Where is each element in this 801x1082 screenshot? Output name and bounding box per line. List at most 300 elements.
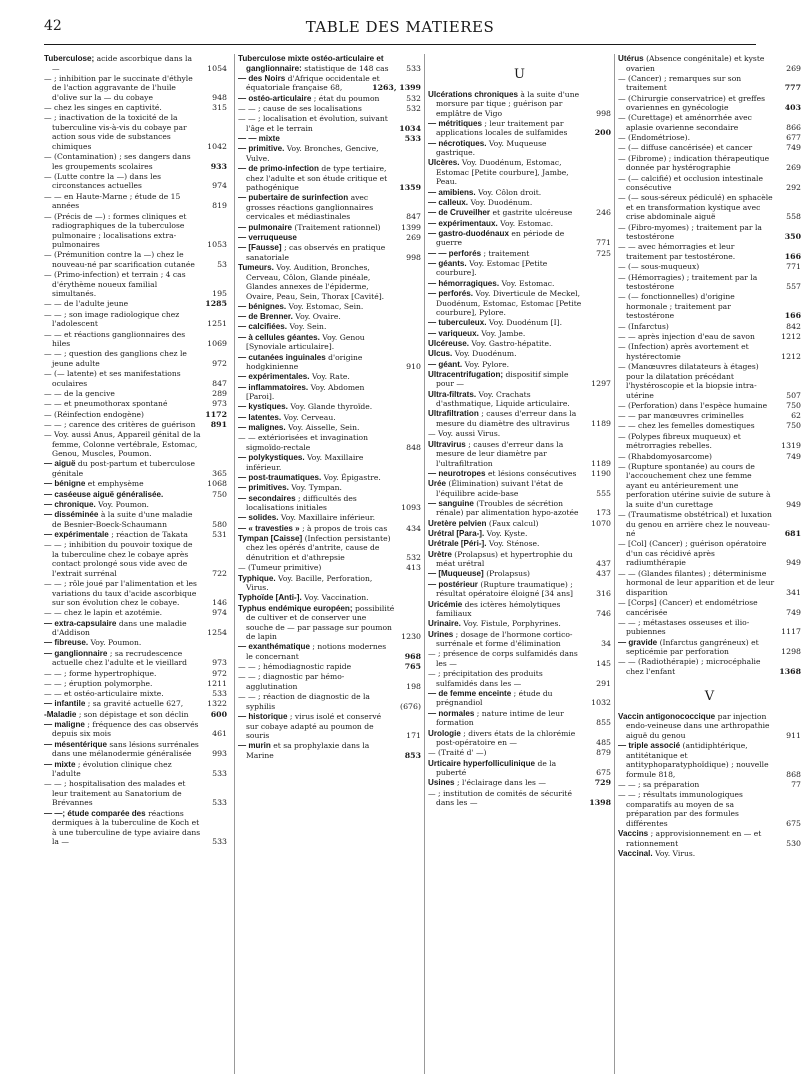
entry-page-number: 1211 <box>207 678 227 688</box>
entry-term: — « travesties » <box>238 523 300 533</box>
entry-term: — chronique. <box>44 499 96 509</box>
entry-text: Voy. Épigastre. <box>323 472 381 482</box>
index-entry <box>238 333 421 352</box>
index-entry <box>618 342 801 361</box>
entry-text: (Traitement rationnel) <box>294 222 381 232</box>
entry-text: — (Rupture spontanée) au cours de l'accouchement chez une femme ayant eu antérieurement une perforation utérine suivie de suture à la suite d'un curettage <box>618 461 771 509</box>
entry-page-number: 868 <box>786 769 801 779</box>
entry-page-number: 269 <box>406 232 421 242</box>
index-entry <box>238 302 421 312</box>
entry-page-number: 365 <box>212 468 227 478</box>
index-column-1 <box>44 54 227 1074</box>
index-entry <box>44 299 227 309</box>
entry-text: — (Lutte contre la —) dans les circonstances actuelles <box>44 171 161 191</box>
entry-page-number: 1263, 1399 <box>372 83 421 93</box>
entry-page-number: 1190 <box>591 468 611 478</box>
entry-text: — ; inactivation de la toxicité de la tuberculine vis-à-vis du cobaye par action sous vide de substances chimiques <box>44 113 187 151</box>
entry-text: — — (Glandes filantes) ; déterminisme hormonal de leur apparition et de leur disparition <box>618 568 775 597</box>
index-entry <box>44 500 227 510</box>
entry-text: ; causes d'erreur dans la mesure du diamètre des ultravirus <box>436 409 577 428</box>
entry-text: Voy. Poumon. <box>90 638 142 648</box>
entry-term: — gravide <box>618 637 658 647</box>
entry-page-number: 722 <box>212 568 227 578</box>
entry-text: à la suite d'une morsure par tique ; guérison par emplâtre de Vigo <box>436 89 580 118</box>
entry-term: Urinaire. <box>428 619 461 629</box>
entry-term: — neurotropes <box>428 468 486 478</box>
entry-text: Voy. Maxillaire inférieur. <box>280 513 376 523</box>
entry-page-number: 246 <box>596 208 611 218</box>
entry-text: — (Précis de —) : formes cliniques et radiographiques de la tuberculose pulmonaire ; localisations extra-pulmonaires <box>44 211 187 250</box>
entry-page-number: 1297 <box>591 379 611 389</box>
entry-page-number: 749 <box>786 143 801 153</box>
entry-page-number: 675 <box>786 818 801 828</box>
entry-text: (Infection persistante) chez les opérés d'antrite, cause de dénutrition et d'athrepsie <box>246 533 391 562</box>
index-entry <box>428 249 611 259</box>
entry-text: ; approvisionnement en — et rationnement <box>626 829 762 848</box>
entry-page-number: 749 <box>786 607 801 617</box>
entry-text: ; son dépistage et son déclin <box>78 709 189 719</box>
entry-text: — — et réactions ganglionnaires des hiles <box>44 329 186 349</box>
index-entry <box>238 402 421 412</box>
entry-page-number: 933 <box>210 161 227 171</box>
index-entry <box>238 574 421 593</box>
entry-term: — mésentérique <box>44 739 107 749</box>
entry-term: — perforés. <box>428 289 473 299</box>
entry-page-number: 746 <box>596 609 611 618</box>
entry-page-number: 1070 <box>591 518 611 528</box>
index-entry <box>618 223 801 242</box>
index-entry <box>238 423 421 433</box>
entry-page-number: 847 <box>212 378 227 388</box>
index-entry <box>618 193 801 222</box>
entry-term: — sanguine <box>428 498 474 508</box>
index-entry <box>44 459 227 478</box>
entry-term: — des Noirs <box>238 73 286 83</box>
index-entry <box>238 692 421 711</box>
entry-text: — — chez les femelles domestiques <box>618 421 755 431</box>
entry-text: — Voy. aussi Virus. <box>428 429 501 439</box>
entry-page-number: 533 <box>212 837 227 847</box>
entry-page-number: 968 <box>404 651 421 661</box>
entry-page-number: 972 <box>212 358 227 368</box>
index-entry <box>428 139 611 158</box>
entry-term: — — mixte <box>238 133 280 143</box>
entry-text: et gastrite ulcéreuse <box>492 208 573 218</box>
entry-page-number: 77 <box>791 780 801 789</box>
entry-page-number: 531 <box>212 529 227 539</box>
index-entry <box>428 469 611 479</box>
entry-text: Voy. Audition, Bronches, Cerveau, Côlon, Glande pinéale, Glandes annexes de l'épiderme, Ovaire, Peau, Sein, Thorax [Cavité]. <box>246 263 385 301</box>
entry-term: — calleux. <box>428 197 469 207</box>
index-entry <box>238 164 421 193</box>
entry-text: Voy. Fistule, Porphyrines. <box>463 619 561 629</box>
entry-term: — normales <box>428 708 475 718</box>
index-entry <box>44 760 227 779</box>
index-entry <box>238 672 421 691</box>
entry-term: — primitive. <box>238 144 285 154</box>
entry-text: à la suite d'une maladie de Besnier-Boeck-Schaumann <box>52 510 193 529</box>
entry-term: Vaccin antigonococcique <box>618 711 716 721</box>
index-entry <box>44 389 227 399</box>
entry-page-number: 777 <box>784 83 801 93</box>
entry-text: — — après injection d'eau de savon <box>618 331 755 341</box>
entry-text: ; dosage de l'hormone cortico-surrénale et forme d'élimination <box>436 629 573 649</box>
entry-page-number: 292 <box>786 183 801 193</box>
entry-page-number: 269 <box>786 63 801 73</box>
entry-page-number: 891 <box>210 419 227 429</box>
index-entry <box>238 193 421 222</box>
index-entry <box>238 243 421 262</box>
index-entry <box>238 524 421 534</box>
index-entry <box>44 740 227 759</box>
entry-page-number: 1189 <box>591 458 611 468</box>
index-column-4 <box>614 54 801 1074</box>
index-entry <box>428 198 611 208</box>
index-entry <box>618 332 801 342</box>
entry-text: (Prolapsus) et hypertrophie du méat urétral <box>436 549 573 569</box>
entry-text: — — ; hémodiagnostic rapide <box>238 662 352 672</box>
entry-text: par injection endo-veineuse dans une arthropathie aiguë du genou <box>626 711 770 740</box>
index-entry <box>428 600 611 619</box>
entry-term: Ultracentrifugation; <box>428 369 504 379</box>
index-entry <box>44 638 227 648</box>
entry-term: — exanthématique <box>238 642 310 652</box>
entry-text: — — chez le lapin et azotémie. <box>44 608 163 618</box>
entry-text: ; divers états de la chlorémie post-opératoire en — <box>436 728 576 748</box>
index-entry <box>428 729 611 748</box>
entry-text: — (Chirurgie conservatrice) et greffes ovariennes en gynécologie <box>618 93 765 113</box>
entry-term: — kystiques. <box>238 402 288 412</box>
entry-text: — ; inhibition par le succinate d'éthyle de l'action aggravante de l'huile d'olive sur la — du cobaye <box>44 73 193 102</box>
entry-text: d'Afrique occidentale et équatoriale française 68, <box>246 73 380 93</box>
index-entry <box>238 513 421 523</box>
index-entry <box>428 360 611 370</box>
entry-text: Voy. Muqueuse gastrique. <box>436 138 547 158</box>
entry-term: — variqueux. <box>428 328 479 338</box>
entry-page-number: 171 <box>406 731 421 741</box>
entry-text: sans lésions surrénales dans une mélanodermie généralisée <box>52 739 199 759</box>
section-letter: V <box>704 689 715 705</box>
entry-text: Voy. Vaccination. <box>304 593 369 603</box>
entry-text: — — (Radiothérapie) ; microcéphalie chez l'enfant <box>618 657 761 676</box>
entry-page-number: 62 <box>791 411 801 421</box>
entry-page-number: 600 <box>210 709 227 719</box>
entry-text: — — ; sa préparation <box>618 780 700 789</box>
index-entry <box>428 119 611 138</box>
entry-text: — (Perforation) dans l'espèce humaine <box>618 400 768 410</box>
entry-text: Voy. Estomac [Petite courbure]. <box>436 258 548 278</box>
index-entry <box>238 104 421 114</box>
entry-page-number: 437 <box>596 569 611 579</box>
entry-page-number: 949 <box>786 558 801 568</box>
entry-text: de type tertiaire, chez l'adulte et son étude critique et pathogénique <box>246 164 388 193</box>
index-entry <box>44 619 227 638</box>
entry-term: Urètre <box>428 549 452 559</box>
index-entry <box>618 242 801 261</box>
entry-text: — (Endométriose). <box>618 133 690 143</box>
entry-page-number: 173 <box>596 508 611 518</box>
entry-text: ; virus isolé et conservé sur cobaye adapté au poumon de souris <box>246 712 382 741</box>
index-entry <box>428 208 611 218</box>
index-entry <box>428 529 611 539</box>
entry-term: — [Muqueuse] <box>428 569 484 579</box>
entry-text: et emphysème <box>87 479 144 489</box>
entry-text: ; évolution clinique chez l'adulte <box>52 759 172 779</box>
entry-term: Typhique. <box>238 573 276 583</box>
index-entry <box>618 174 801 193</box>
entry-term: — de Cruveilher <box>428 208 491 218</box>
index-entry <box>44 310 227 329</box>
entry-text: — (Réinfection endogène) <box>44 409 144 419</box>
entry-term: — malignes. <box>238 423 286 433</box>
entry-text: — (— latente) et ses manifestations oculaires <box>44 369 181 388</box>
entry-page-number: 1053 <box>207 240 227 250</box>
entry-page-number: 1034 <box>399 123 421 133</box>
entry-text: — (Primo-infection) et terrain ; 4 cas d'érythème noueux familial simultanés. <box>44 270 186 299</box>
entry-page-number: 675 <box>596 768 611 778</box>
entry-text: — (Traité d' —) <box>428 748 487 758</box>
entry-text: (Prolapsus) <box>486 569 530 579</box>
entry-page-number: 166 <box>784 311 801 321</box>
entry-term: Ulcères. <box>428 158 460 168</box>
entry-term: — ostéo-articulaire <box>238 93 312 103</box>
index-entry <box>238 534 421 563</box>
entry-page-number: 1032 <box>591 698 611 708</box>
entry-text: — (Fibro-myomes) ; traitement par la testostérone <box>618 222 762 242</box>
index-entry <box>238 312 421 322</box>
entry-text: — — ; localisation et évolution, suivant l'âge et le terrain <box>238 114 388 133</box>
entry-text: ; nature intime de leur formation <box>436 708 564 728</box>
entry-text: — — ; forme hypertrophique. <box>44 668 157 678</box>
index-entry <box>44 490 227 500</box>
index-entry <box>44 113 227 151</box>
index-entry <box>428 339 611 349</box>
entry-page-number: 1230 <box>401 632 421 642</box>
index-entry <box>618 829 801 848</box>
entry-text: Voy. Diverticule de Meckel, Duodénum, Estomac, Estomac [Petite courbure], Pylore. <box>436 289 582 318</box>
entry-text: ; notions modernes le concernant <box>246 642 387 661</box>
entry-text: de la puberté <box>436 758 557 778</box>
page-number: 42 <box>44 18 62 34</box>
index-entry <box>44 410 227 420</box>
entry-page-number: 847 <box>406 212 421 222</box>
index-entry <box>238 741 421 760</box>
entry-text: Voy. Duodénum. <box>454 349 517 359</box>
entry-page-number: 316 <box>596 589 611 599</box>
index-entry <box>618 362 801 400</box>
index-entry <box>44 540 227 578</box>
entry-page-number: 677 <box>786 133 801 143</box>
entry-text: — (Fibrome) ; indication thérapeutique donnée par hystérographie <box>618 153 770 173</box>
entry-term: — disséminée <box>44 510 99 520</box>
entry-page-number: 485 <box>596 738 611 748</box>
index-entry <box>428 550 611 569</box>
entry-page-number: 437 <box>596 559 611 569</box>
index-entry <box>44 420 227 430</box>
index-entry <box>238 604 421 642</box>
entry-page-number: (676) <box>400 701 421 711</box>
index-entry <box>44 172 227 191</box>
index-column-3 <box>424 54 611 1074</box>
entry-page-number: 750 <box>786 400 801 410</box>
index-entry <box>618 421 801 431</box>
index-entry <box>238 94 421 104</box>
entry-page-number: 973 <box>212 399 227 409</box>
entry-text: — Voy. aussi Anus, Appareil génital de la femme, Colonne vertébrale, Estomac, Genou, Muscles, Poumon. <box>44 430 201 459</box>
entry-page-number: 998 <box>596 108 611 118</box>
entry-term: — tuberculeux. <box>428 318 487 328</box>
entry-text: — — en Haute-Marne ; étude de 15 années <box>44 191 181 211</box>
entry-text: Voy. Duodénum, Estomac, Estomac [Petite courbure], Jambe, Peau. <box>436 158 569 187</box>
entry-text: Voy. Rate. <box>311 372 350 382</box>
entry-text: Voy. Bacille, Perforation, Virus. <box>246 573 373 592</box>
entry-text: acide ascorbique dans la — <box>52 54 192 73</box>
entry-page-number: 1069 <box>207 339 227 349</box>
entry-text: — — ; hospitalisation des malades et leur traitement au Sanatorium de Brévannes <box>44 779 186 808</box>
entry-page-number: 341 <box>786 587 801 597</box>
entry-term: — — perforés <box>428 248 482 258</box>
entry-text: Voy. Duodénum [I]. <box>488 318 562 328</box>
entry-page-number: 1212 <box>781 331 801 341</box>
index-entry <box>44 720 227 739</box>
entry-text: Voy. Côlon droit. <box>478 187 542 197</box>
entry-page-number: 434 <box>406 523 421 533</box>
entry-page-number: 530 <box>786 838 801 848</box>
entry-page-number: 507 <box>786 390 801 400</box>
entry-page-number: 1322 <box>207 699 227 709</box>
entry-page-number: 1254 <box>207 628 227 638</box>
entry-page-number: 533 <box>212 798 227 808</box>
entry-term: Ultra-filtrats. <box>428 389 477 399</box>
entry-text: Voy. Estomac. <box>500 218 554 228</box>
entry-page-number: 1212 <box>781 351 801 361</box>
index-entry <box>428 429 611 439</box>
index-entry <box>428 409 611 428</box>
index-entry <box>618 638 801 657</box>
entry-text: — (Infection) après avortement et hystérectomie <box>618 342 749 361</box>
entry-term: — bénignes. <box>238 301 287 311</box>
entry-term: — gastro-duodénaux <box>428 228 509 238</box>
index-entry <box>44 710 227 720</box>
entry-text: (Troubles de sécrétion rénale) par alimentation hypo-azotée <box>436 498 579 518</box>
index-entry <box>618 273 801 292</box>
index-entry <box>238 353 421 372</box>
entry-term: — extra-capsulaire <box>44 618 117 628</box>
entry-term: Vaccins <box>618 829 649 839</box>
entry-text: du post-partum et tuberculose génitale <box>52 459 196 478</box>
entry-term: -Maladie <box>44 709 77 719</box>
index-entry <box>618 790 801 828</box>
entry-term: — géants. <box>428 258 467 268</box>
index-entry <box>618 510 801 539</box>
index-entry <box>618 113 801 132</box>
entry-page-number: 866 <box>786 122 801 132</box>
entry-term: Urines <box>428 629 454 639</box>
entry-text: — ; présence de corps sulfamidés dans les — <box>428 649 578 668</box>
index-entry <box>44 510 227 529</box>
entry-text: — — ; réaction de diagnostic de la syphilis <box>238 692 370 711</box>
index-entry <box>44 608 227 618</box>
index-entry <box>428 709 611 728</box>
entry-term: Urticaire hyperfolliculinique <box>428 758 536 768</box>
entry-page-number: 533 <box>406 63 421 73</box>
index-entry <box>428 759 611 778</box>
index-entry <box>44 192 227 211</box>
entry-text: ; étude du prégnandiol <box>436 688 553 708</box>
entry-page-number: 198 <box>406 681 421 691</box>
index-entry <box>428 689 611 708</box>
index-entry <box>44 689 227 699</box>
entry-text: dispositif simple pour — <box>436 369 569 389</box>
index-entry <box>428 390 611 409</box>
entry-term: Vaccinal. <box>618 848 653 858</box>
index-entry <box>618 143 801 153</box>
entry-page-number: 1319 <box>781 441 801 451</box>
index-entry <box>44 809 227 847</box>
entry-term: Urétral [Para-]. <box>428 529 485 539</box>
index-entry <box>44 649 227 668</box>
index-entry <box>238 453 421 472</box>
entry-text: — — ; carence des critères de guérison <box>44 419 196 429</box>
entry-page-number: 269 <box>786 163 801 173</box>
index-entry <box>238 383 421 402</box>
entry-text: (Rupture traumatique) ; résultat opératoire éloigné [34 ans] <box>436 579 573 599</box>
entry-text: — (Prémunition contre la —) chez le nouveau-né par scarification cutanée <box>44 250 195 269</box>
entry-page-number: 725 <box>596 248 611 258</box>
index-entry <box>238 114 421 133</box>
entry-term: — hémorragiques. <box>428 278 500 288</box>
index-entry <box>238 433 421 452</box>
entry-page-number: 819 <box>212 201 227 211</box>
entry-text: des ictères hémolytiques familiaux <box>436 599 561 618</box>
entry-term: — expérimentales. <box>238 372 310 382</box>
index-entry <box>618 262 801 272</box>
entry-text: ; leur traitement par applications locales de sulfamides <box>436 118 568 138</box>
entry-term: — latentes. <box>238 412 282 422</box>
index-entry <box>238 413 421 423</box>
entry-page-number: 842 <box>786 321 801 331</box>
entry-text: — — et ostéo-articulaire mixte. <box>44 689 164 699</box>
entry-term: Utérus <box>618 54 644 63</box>
entry-page-number: 1398 <box>589 798 611 808</box>
entry-text: Voy. Virus. <box>655 848 696 858</box>
entry-page-number: 910 <box>406 362 421 372</box>
entry-page-number: 1368 <box>779 666 801 676</box>
index-entry <box>44 330 227 349</box>
entry-term: — historique <box>238 712 288 722</box>
index-entry <box>44 779 227 808</box>
index-entry <box>44 679 227 689</box>
index-entry <box>618 411 801 421</box>
index-entry <box>618 618 801 637</box>
entry-text: Voy. Tympan. <box>291 483 342 493</box>
entry-page-number: 879 <box>596 748 611 758</box>
entry-page-number: 771 <box>786 262 801 272</box>
entry-term: — murin <box>238 741 271 751</box>
entry-term: Tumeurs. <box>238 263 274 273</box>
index-entry <box>428 440 611 469</box>
entry-text: — — ; son image radiologique chez l'adolescent <box>44 309 180 329</box>
entry-term: — caséeuse aiguë généralisée. <box>44 489 164 499</box>
entry-text: Voy. Bronches, Gencive, Vulve. <box>246 144 379 163</box>
entry-term: Uricémie <box>428 599 463 609</box>
entry-text: — (— sous-muqueux) <box>618 262 700 272</box>
entry-page-number: 533 <box>212 689 227 699</box>
entry-page-number: 557 <box>786 282 801 292</box>
index-entry <box>238 593 421 603</box>
entry-term: — à cellules géantes. <box>238 332 320 342</box>
entry-text: dans une maladie d'Addison <box>52 618 187 638</box>
